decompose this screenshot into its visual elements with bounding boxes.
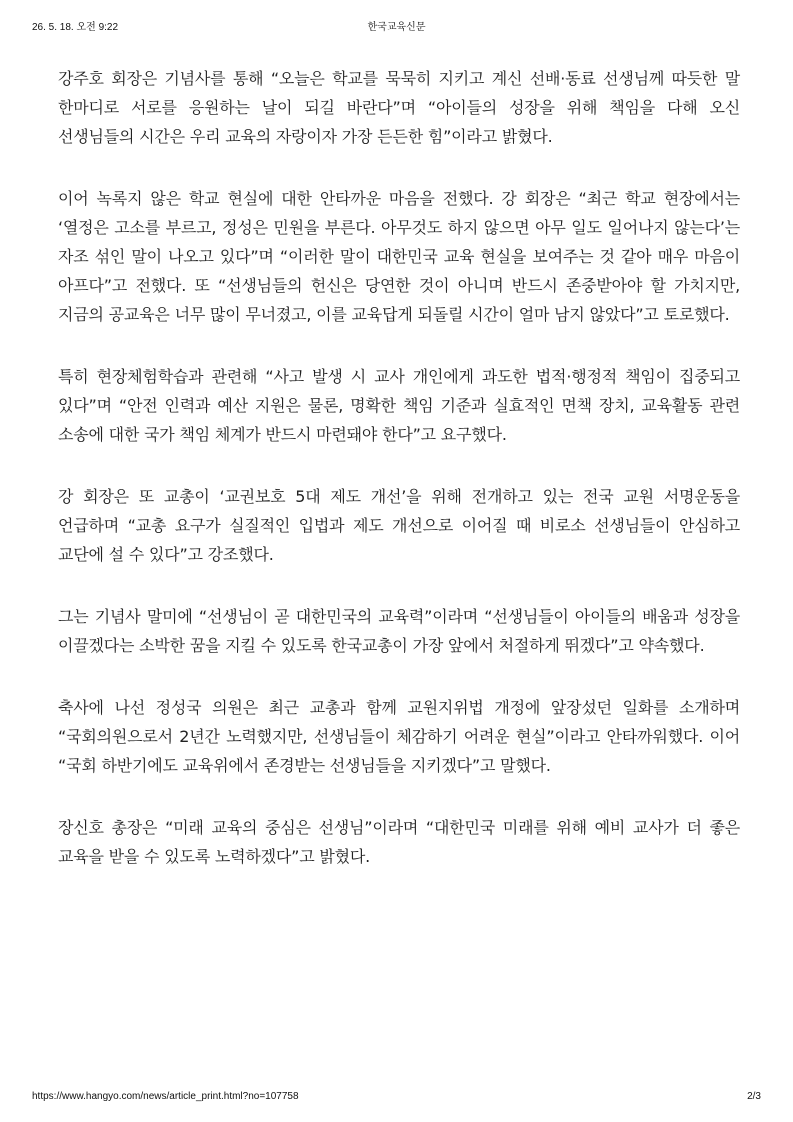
page-indicator: 2/3: [747, 1091, 761, 1102]
site-title: 한국교육신문: [367, 22, 426, 33]
print-header: [32, 18, 761, 34]
print-footer: [32, 1091, 761, 1105]
print-datetime: 26. 5. 18. 오전 9:22: [32, 22, 119, 33]
article-paragraph: 특히 현장체험학습과 관련해 “사고 발생 시 교사 개인에게 과도한 법적·행정적 책임이 집중되고 있다”며 “안전 인력과 예산 지원은 물론, 명확한 책임 기준과 실효적인 면책 장치, 교육활동 관련 소송에 대한 국가 책임 체계가 반드시 마련돼야 한다”고 요구했다.: [58, 367, 740, 444]
article-url: https://www.hangyo.com/news/article_print.html?no=107758: [32, 1091, 299, 1102]
article-paragraph: 강 회장은 또 교총이 ‘교권보호 5대 제도 개선’을 위해 전개하고 있는 전국 교원 서명운동을 언급하며 “교총 요구가 실질적인 입법과 제도 개선으로 이어질 때 비로소 선생님들이 안심하고 교단에 설 수 있다”고 강조했다.: [58, 487, 740, 564]
article-paragraph: 장신호 총장은 “미래 교육의 중심은 선생님”이라며 “대한민국 미래를 위해 예비 교사가 더 좋은 교육을 받을 수 있도록 노력하겠다”고 밝혔다.: [58, 818, 740, 866]
article-body: [58, 64, 740, 904]
article-paragraph: 그는 기념사 말미에 “선생님이 곧 대한민국의 교육력”이라며 “선생님들이 아이들의 배움과 성장을 이끌겠다는 소박한 꿈을 지킬 수 있도록 한국교총이 가장 앞에서 처절하게 뛰겠다”고 약속했다.: [58, 607, 740, 655]
article-paragraph: 축사에 나선 정성국 의원은 최근 교총과 함께 교원지위법 개정에 앞장섰던 일화를 소개하며 “국회의원으로서 2년간 노력했지만, 선생님들이 체감하기 어려운 현실”이라고 안타까워했다. 이어 “국회 하반기에도 교육위에서 존경받는 선생님들을 지키겠다”고 말했다.: [58, 698, 740, 775]
article-paragraph: 이어 녹록지 않은 학교 현실에 대한 안타까운 마음을 전했다. 강 회장은 “최근 학교 현장에서는 ‘열정은 고소를 부르고, 정성은 민원을 부른다. 아무것도 하지 않으면 아무 일도 일어나지 않는다’는 자조 섞인 말이 나오고 있다”며 “이러한 말이 대한민국 교육 현실을 보여주는 것 같아 매우 마음이 아프다”고 전했다. 또 “선생님들의 헌신은 당연한 것이 아니며 반드시 존중받아야 할 가치지만, 지금의 공교육은 너무 많이 무너졌고, 이를 교육답게 되돌릴 시간이 얼마 남지 않았다”고 토로했다.: [58, 189, 740, 324]
article-paragraph: 강주호 회장은 기념사를 통해 “오늘은 학교를 묵묵히 지키고 계신 선배·동료 선생님께 따듯한 말 한마디로 서로를 응원하는 날이 되길 바란다”며 “아이들의 성장을 위해 책임을 다해 오신 선생님들의 시간은 우리 교육의 자랑이자 가장 든든한 힘”이라고 밝혔다.: [58, 69, 740, 146]
